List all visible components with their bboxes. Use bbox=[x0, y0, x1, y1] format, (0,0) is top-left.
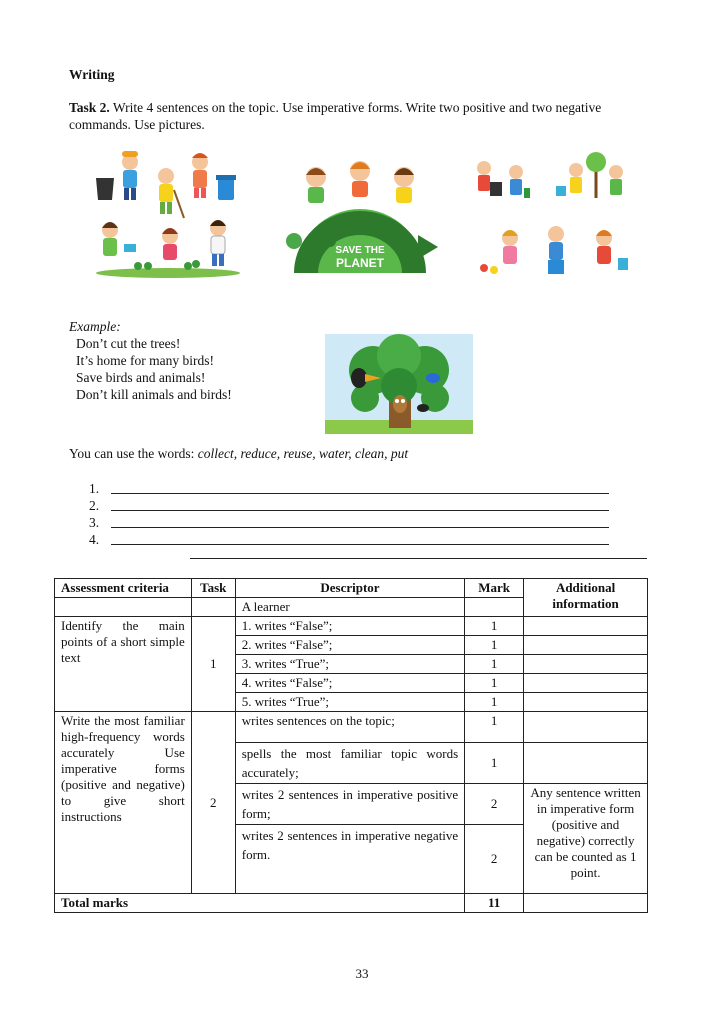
task-text: Write 4 sentences on the topic. Use imperative forms. Write two positive and two negative commands. Use pictures. bbox=[69, 100, 602, 132]
descriptor-cell: 5. writes “True”; bbox=[235, 693, 464, 712]
answer-lines bbox=[89, 480, 609, 548]
mark-cell: 1 bbox=[465, 636, 524, 655]
table-row bbox=[55, 712, 648, 743]
page-number: 33 bbox=[355, 966, 369, 981]
task-label: Task 2. bbox=[69, 100, 110, 115]
mark-cell: 1 bbox=[465, 655, 524, 674]
badge-line1: SAVE THE bbox=[335, 245, 385, 256]
mark-cell: 1 bbox=[465, 693, 524, 712]
example-block bbox=[69, 318, 232, 403]
answer-line[interactable]: 4. bbox=[89, 531, 609, 548]
tree-with-birds-illustration bbox=[325, 334, 473, 434]
example-label: Example: bbox=[69, 319, 121, 334]
example-line: Don’t cut the trees! bbox=[76, 336, 181, 351]
answer-line[interactable]: 3. bbox=[89, 514, 609, 531]
descriptor-cell: spells the most familiar topic words accurately; bbox=[235, 743, 464, 784]
descriptor-cell: writes 2 sentences in imperative negative form. bbox=[235, 825, 464, 894]
header-task: Task bbox=[191, 579, 235, 598]
word-bank bbox=[69, 446, 408, 462]
badge-line2: PLANET bbox=[336, 256, 384, 270]
mark-cell: 1 bbox=[465, 617, 524, 636]
answer-line[interactable]: 2. bbox=[89, 497, 609, 514]
descriptor-cell: 1. writes “False”; bbox=[235, 617, 464, 636]
word-bank-list: collect, reduce, reuse, water, clean, put bbox=[197, 446, 409, 461]
example-line: Save birds and animals! bbox=[76, 370, 206, 385]
descriptor-cell: writes 2 sentences in imperative positive form; bbox=[235, 784, 464, 825]
header-mark: Mark bbox=[465, 579, 524, 598]
section-heading: Writing bbox=[69, 67, 115, 82]
descriptor-cell: writes sentences on the topic; bbox=[235, 712, 464, 743]
mark-cell: 2 bbox=[465, 784, 524, 825]
total-label: Total marks bbox=[55, 894, 465, 913]
learner-label: A learner bbox=[235, 598, 464, 617]
table-header-row bbox=[55, 579, 648, 598]
criteria-cell: Write the most familiar high-frequency words accurately Use imperative forms (positive and negative) to give short instructions bbox=[55, 712, 192, 894]
total-row bbox=[55, 894, 648, 913]
example-line: Don’t kill animals and birds! bbox=[76, 387, 232, 402]
save-the-planet-illustration bbox=[276, 155, 444, 275]
header-descriptor: Descriptor bbox=[235, 579, 464, 598]
word-bank-prefix: You can use the words: bbox=[69, 446, 195, 461]
task-instructions bbox=[69, 99, 659, 133]
kids-cleaning-illustration bbox=[88, 148, 248, 278]
mark-cell: 1 bbox=[465, 743, 524, 784]
answer-line[interactable]: 1. bbox=[89, 480, 609, 497]
example-line: It’s home for many birds! bbox=[76, 353, 214, 368]
header-criteria: Assessment criteria bbox=[55, 579, 192, 598]
mark-cell: 2 bbox=[465, 825, 524, 894]
task-cell: 1 bbox=[191, 617, 235, 712]
mark-cell: 1 bbox=[465, 712, 524, 743]
child-figure bbox=[122, 151, 138, 200]
header-info: Additional information bbox=[524, 579, 648, 617]
assessment-table bbox=[54, 578, 648, 913]
descriptor-cell: 2. writes “False”; bbox=[235, 636, 464, 655]
owl-icon bbox=[393, 395, 407, 413]
criteria-cell: Identify the main points of a short simple text bbox=[55, 617, 192, 712]
descriptor-cell: 4. writes “False”; bbox=[235, 674, 464, 693]
separator-line bbox=[190, 558, 647, 559]
kids-planting-illustration bbox=[468, 148, 636, 280]
recycle-bins bbox=[524, 188, 530, 198]
total-value: 11 bbox=[465, 894, 524, 913]
mark-cell: 1 bbox=[465, 674, 524, 693]
table-row bbox=[55, 617, 648, 636]
info-cell: Any sentence written in imperative form (positive and negative) correctly can be counted as 1 point. bbox=[524, 784, 648, 894]
task-cell: 2 bbox=[191, 712, 235, 894]
descriptor-cell: 3. writes “True”; bbox=[235, 655, 464, 674]
